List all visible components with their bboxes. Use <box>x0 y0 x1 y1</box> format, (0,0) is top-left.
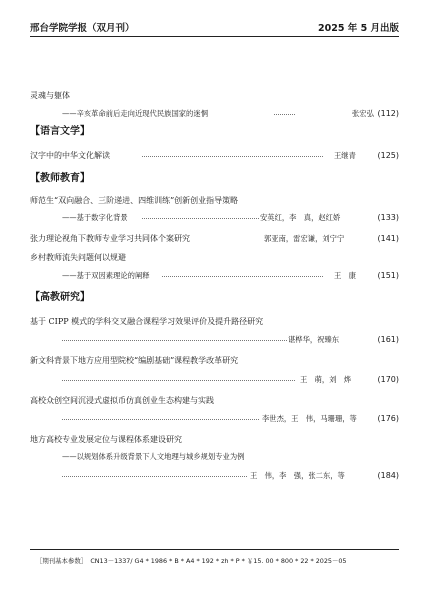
toc-entry-line[interactable] <box>30 470 399 482</box>
page-number: (161) <box>377 335 399 344</box>
toc-entry-line[interactable] <box>30 413 399 425</box>
page-number: (184) <box>377 471 399 480</box>
toc-entry-line[interactable] <box>30 334 399 346</box>
toc-entry-line[interactable] <box>30 233 399 245</box>
toc-entry-title[interactable] <box>30 316 399 328</box>
article-authors: 王继青 <box>334 151 356 160</box>
article-authors: 王 伟，李 强，张二东，等 <box>250 471 345 480</box>
toc-entry-title[interactable] <box>30 252 399 264</box>
leader-dots <box>62 476 247 477</box>
toc-entry-subtitle <box>30 451 399 463</box>
leader-dots <box>142 156 323 157</box>
article-title: 地方高校专业发展定位与课程体系建设研究 <box>30 435 182 444</box>
page-number: (176) <box>377 414 399 423</box>
article-title: 张力理论视角下教师专业学习共同体个案研究 <box>30 234 190 243</box>
toc-entry-title[interactable] <box>30 90 399 102</box>
header-rule <box>30 36 399 37</box>
article-subtitle: ——辛亥革命前后走向近现代民族国家的迷惘 <box>62 109 208 118</box>
article-authors: 李世杰，王 伟，马珊珊，等 <box>262 414 357 423</box>
journal-name: 邢台学院学报（双月刊） <box>30 23 135 34</box>
article-subtitle: ——基于数字化背景 <box>62 213 128 222</box>
section-heading: 【高教研究】 <box>30 292 90 303</box>
leader-dots <box>162 276 323 277</box>
article-title: 师范生“双向融合、三阶递进、四维训练”创新创业指导策略 <box>30 196 239 205</box>
article-authors: 王 萌，刘 烨 <box>300 375 352 384</box>
page-number: (151) <box>377 271 399 280</box>
article-title: 基于 CIPP 模式的学科交叉融合课程学习效果评价及提升路径研究 <box>30 317 264 326</box>
article-title: 高校众创空间沉浸式虚拟币仿真创业生态构建与实践 <box>30 396 214 405</box>
article-authors: 谌桦华，祝臻东 <box>288 335 340 344</box>
article-authors: 郭亚南，雷宏谦，刘宁宁 <box>264 234 345 243</box>
toc-entry-line[interactable] <box>30 108 399 120</box>
article-authors: 张宏弘 <box>352 109 374 118</box>
toc-entry-title[interactable] <box>30 395 399 407</box>
article-authors: 安英红，李 真，赵红娇 <box>260 213 341 222</box>
page-number: (141) <box>377 234 399 243</box>
page-number: (125) <box>377 151 399 160</box>
article-title: 新文科背景下地方应用型院校“编剧基础”课程教学改革研究 <box>30 356 239 365</box>
leader-dots <box>62 380 295 381</box>
leader-dots <box>142 218 259 219</box>
section-heading: 【教师教育】 <box>30 173 90 184</box>
article-title: 乡村教师流失问题何以规避 <box>30 253 126 262</box>
issue-date: 2025 年 5 月出版 <box>318 23 399 34</box>
toc-entry-title[interactable] <box>30 355 399 367</box>
article-subtitle: ——以规划体系升级背景下人文地理与城乡规划专业为例 <box>62 452 245 461</box>
article-subtitle: ——基于双因素理论的阐释 <box>62 271 150 280</box>
toc-entry-line[interactable] <box>30 150 399 162</box>
leader-dots <box>62 419 259 420</box>
leader-dots <box>62 340 287 341</box>
toc-entry-line[interactable] <box>30 374 399 386</box>
footer-rule <box>30 549 399 550</box>
page-number: (112) <box>377 109 399 118</box>
page-number: (170) <box>377 375 399 384</box>
toc-entry-line[interactable] <box>30 270 399 282</box>
journal-parameters: ［期刊基本参数］ CN13－1337/ G4 * 1986 * B * A4 * 192 * zh * P * ￥15. 00 * 800 * 22 * 2025－05 <box>36 557 347 565</box>
leader-dots <box>274 114 295 115</box>
toc-entry-title[interactable] <box>30 434 399 446</box>
article-title: 灵魂与躯体 <box>30 91 70 100</box>
article-title: 汉字中的中华文化解读 <box>30 151 110 160</box>
page-number: (133) <box>377 213 399 222</box>
toc-entry-title[interactable] <box>30 195 399 207</box>
running-header <box>30 20 399 36</box>
toc-entry-line[interactable] <box>30 212 399 224</box>
article-authors: 王 康 <box>334 271 356 280</box>
section-heading: 【语言文学】 <box>30 126 90 137</box>
